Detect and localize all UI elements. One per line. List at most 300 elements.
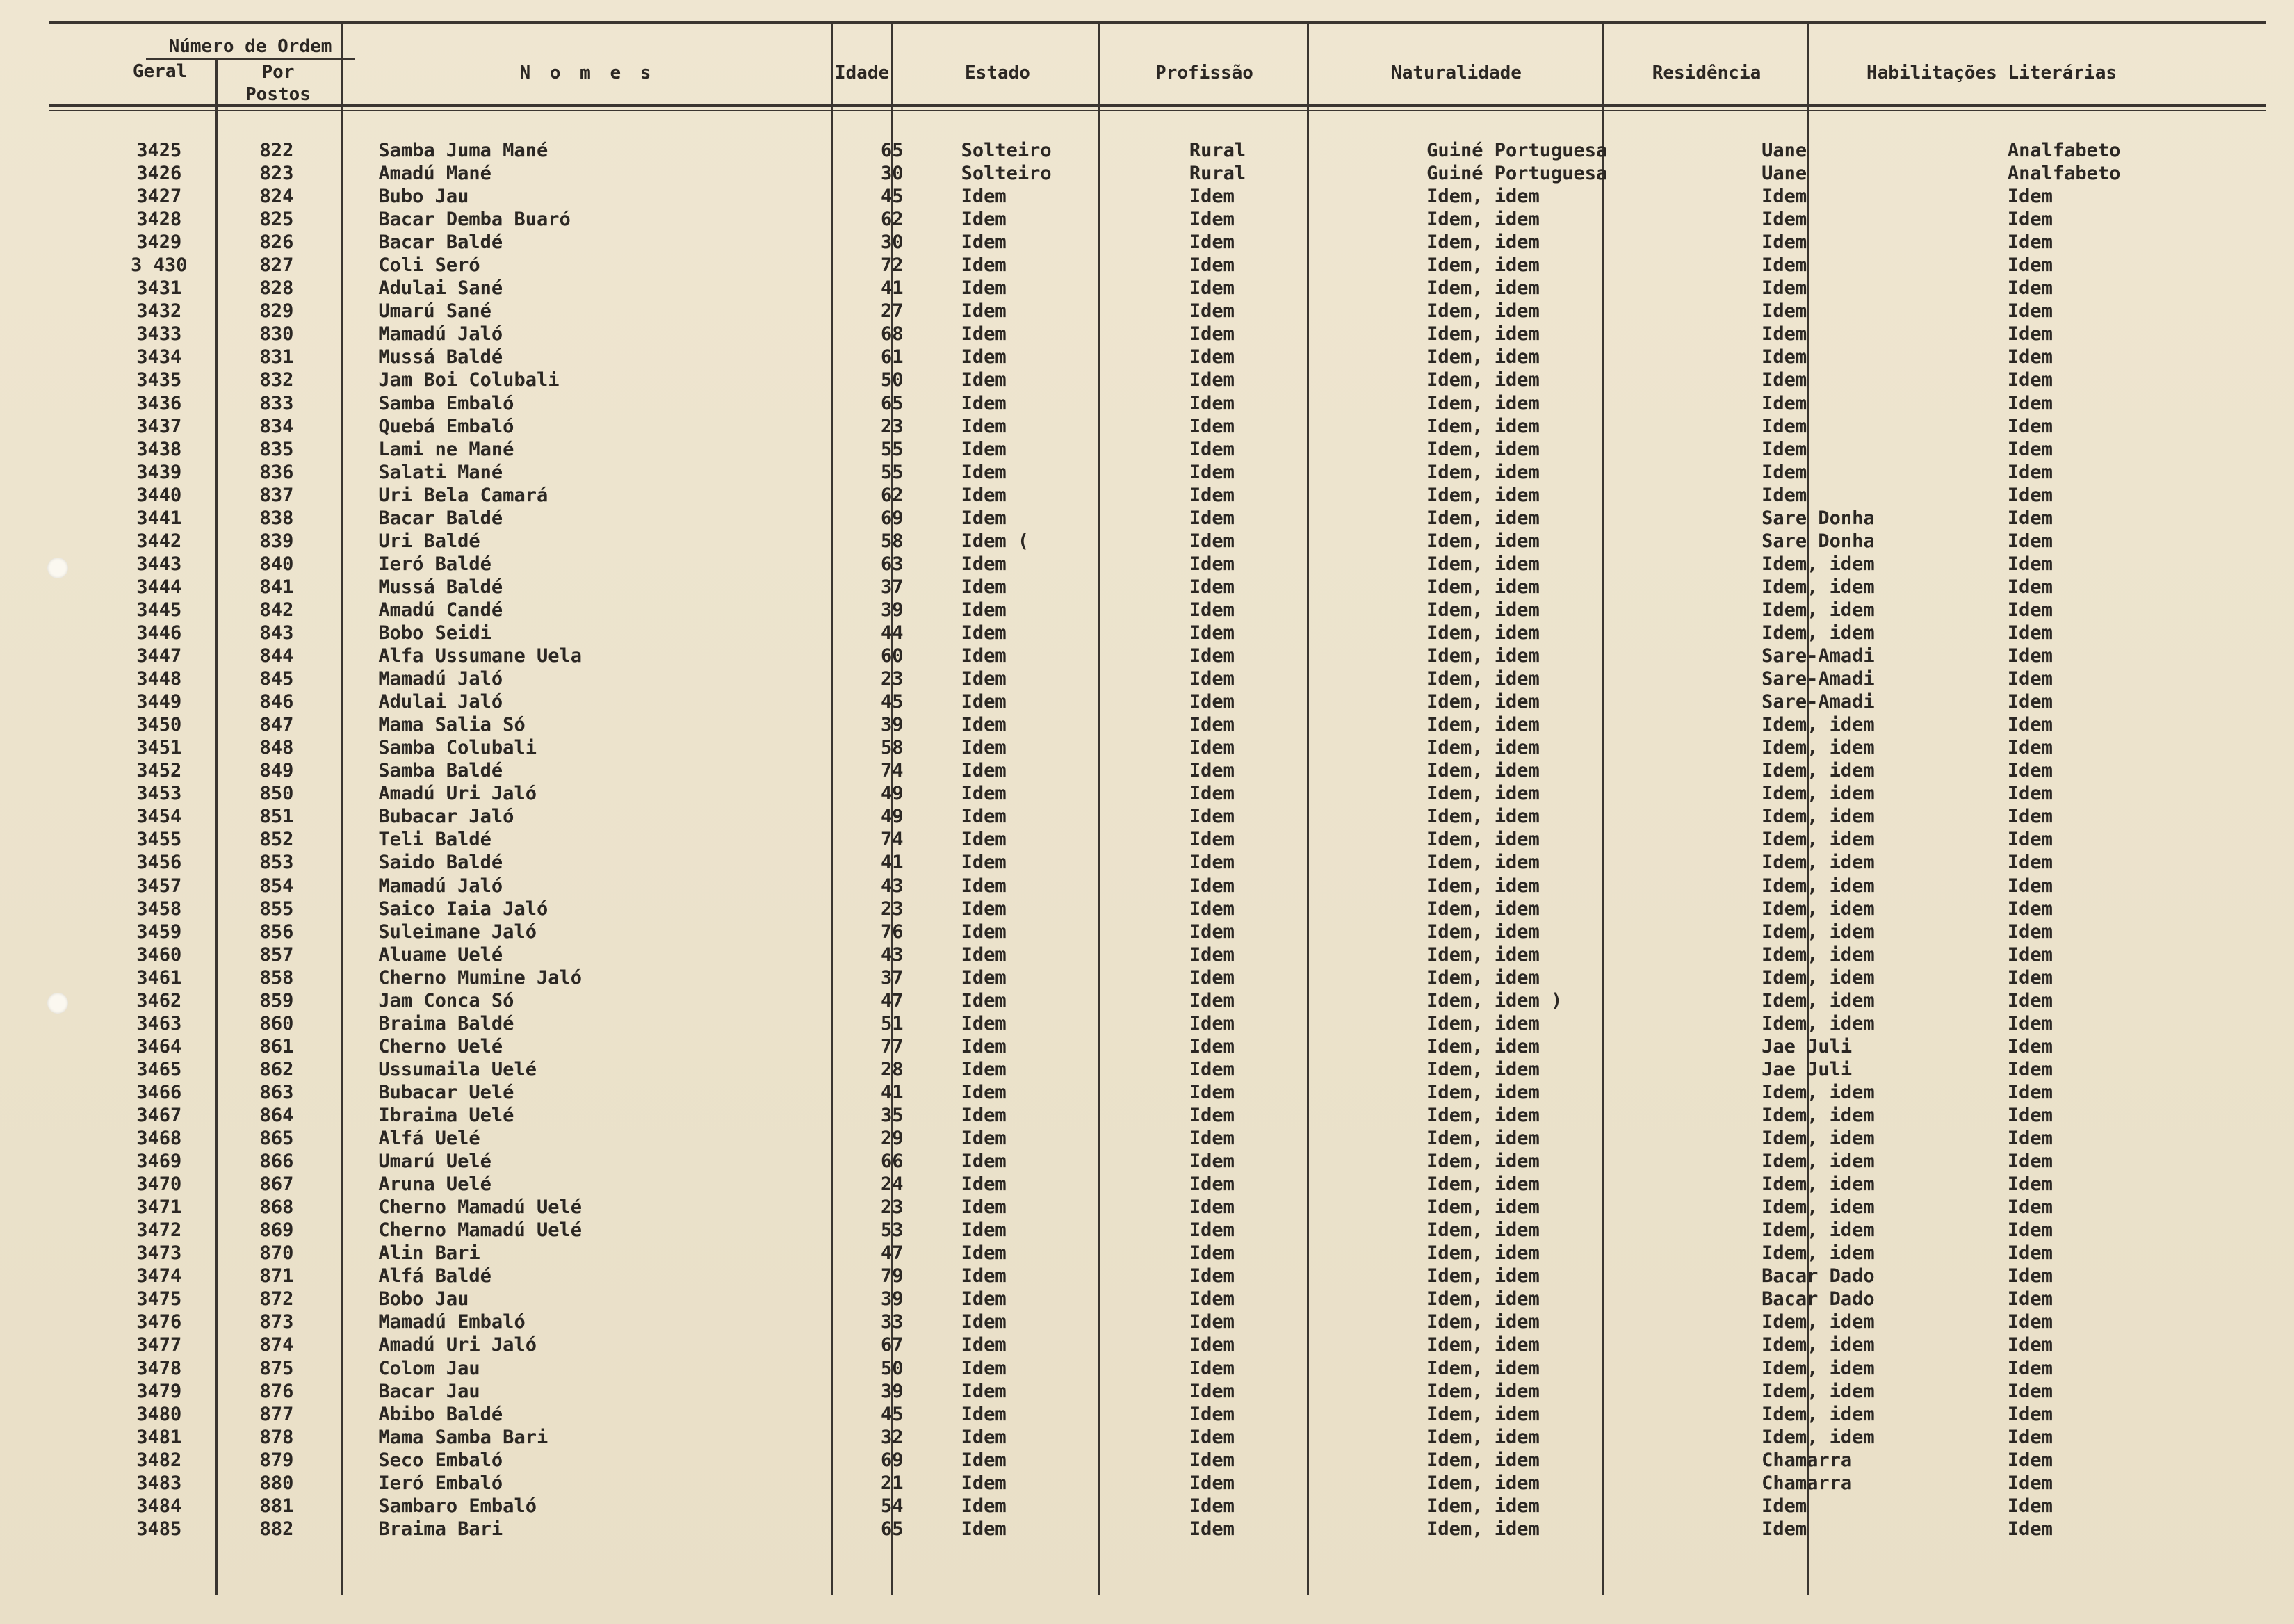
cell-profissao: Idem [1189, 507, 1235, 529]
cell-geral: 3439 [136, 461, 182, 483]
table-row [104, 254, 2294, 277]
cell-geral: 3427 [136, 186, 182, 208]
cell-profissao: Idem [1189, 1219, 1235, 1242]
cell-nome: Mussá Baldé [378, 346, 503, 368]
cell-por-postos: 835 [259, 438, 294, 460]
cell-habilitacoes: Idem [2007, 943, 2053, 966]
cell-por-postos: 827 [259, 254, 294, 277]
cell-naturalidade: Idem, idem [1426, 783, 1540, 805]
table-row [104, 898, 2294, 920]
cell-habilitacoes: Idem [2007, 1449, 2053, 1471]
cell-estado: Idem [961, 737, 1007, 759]
cell-idade: 61 [880, 346, 904, 368]
cell-estado: Idem [961, 300, 1007, 323]
cell-estado: Idem [961, 232, 1007, 254]
header-rule [49, 104, 2266, 107]
cell-residencia: Idem, idem [1762, 989, 1875, 1012]
table-row [104, 622, 2294, 644]
cell-geral: 3473 [136, 1242, 182, 1265]
cell-nome: Salati Mané [378, 461, 503, 483]
cell-residencia: Idem, idem [1762, 599, 1875, 621]
cell-residencia: Idem [1762, 186, 1807, 208]
cell-geral: 3463 [136, 1012, 182, 1034]
cell-residencia: Idem, idem [1762, 1104, 1875, 1126]
header-naturalidade: Naturalidade [1391, 63, 1522, 83]
cell-por-postos: 837 [259, 484, 294, 506]
cell-idade: 62 [880, 484, 904, 506]
header-residencia: Residência [1652, 63, 1762, 83]
table-row [104, 782, 2294, 805]
cell-profissao: Idem [1189, 1104, 1235, 1126]
cell-nome: Samba Juma Mané [378, 140, 548, 162]
table-row [104, 484, 2294, 507]
cell-estado: Idem [961, 1242, 1007, 1265]
cell-nome: Braima Bari [378, 1518, 503, 1540]
cell-geral: 3449 [136, 691, 182, 713]
cell-residencia: Idem, idem [1762, 576, 1875, 598]
cell-habilitacoes: Idem [2007, 989, 2053, 1012]
cell-idade: 35 [880, 1104, 904, 1126]
cell-idade: 23 [880, 668, 904, 690]
cell-por-postos: 822 [259, 140, 294, 162]
cell-profissao: Idem [1189, 1380, 1235, 1402]
cell-por-postos: 879 [259, 1449, 294, 1471]
cell-habilitacoes: Idem [2007, 369, 2053, 391]
cell-profissao: Idem [1189, 553, 1235, 575]
cell-naturalidade: Idem, idem [1426, 461, 1540, 483]
cell-idade: 45 [880, 1403, 904, 1425]
cell-por-postos: 868 [259, 1196, 294, 1219]
cell-naturalidade: Idem, idem [1426, 232, 1540, 254]
cell-profissao: Idem [1189, 1081, 1235, 1103]
cell-idade: 58 [880, 737, 904, 759]
cell-estado: Idem [961, 875, 1007, 897]
table-row [104, 1265, 2294, 1288]
cell-geral: 3436 [136, 392, 182, 414]
cell-naturalidade: Idem, idem [1426, 1151, 1540, 1173]
cell-geral: 3484 [136, 1495, 182, 1517]
cell-por-postos: 875 [259, 1357, 294, 1379]
cell-residencia: Idem [1762, 415, 1807, 437]
cell-por-postos: 831 [259, 346, 294, 368]
table-row [104, 1012, 2294, 1035]
header-profissao: Profissão [1155, 63, 1253, 83]
cell-geral: 3434 [136, 346, 182, 368]
cell-profissao: Idem [1189, 415, 1235, 437]
cell-estado: Idem [961, 553, 1007, 575]
cell-profissao: Idem [1189, 530, 1235, 552]
cell-nome: Adulai Sané [378, 277, 503, 300]
cell-idade: 62 [880, 209, 904, 231]
cell-naturalidade: Idem, idem [1426, 438, 1540, 460]
cell-profissao: Rural [1189, 163, 1246, 185]
cell-profissao: Idem [1189, 806, 1235, 828]
cell-habilitacoes: Idem [2007, 1081, 2053, 1103]
cell-nome: Bacar Demba Buaró [378, 209, 571, 231]
header-habilitacoes: Habilitações Literárias [1866, 63, 2117, 83]
table-row [104, 1058, 2294, 1081]
cell-por-postos: 845 [259, 668, 294, 690]
cell-profissao: Idem [1189, 1058, 1235, 1080]
cell-nome: Mamadú Embaló [378, 1311, 526, 1333]
cell-residencia: Idem, idem [1762, 943, 1875, 966]
cell-idade: 39 [880, 1380, 904, 1402]
cell-por-postos: 830 [259, 323, 294, 346]
cell-profissao: Idem [1189, 898, 1235, 920]
table-row [104, 438, 2294, 461]
cell-residencia: Idem, idem [1762, 1403, 1875, 1425]
table-row [104, 759, 2294, 782]
cell-geral: 3441 [136, 507, 182, 529]
cell-estado: Idem [961, 461, 1007, 483]
cell-profissao: Idem [1189, 300, 1235, 323]
header-rule-thin [49, 110, 2266, 111]
cell-geral: 3425 [136, 140, 182, 162]
cell-habilitacoes: Idem [2007, 1128, 2053, 1150]
cell-naturalidade: Guiné Portuguesa [1426, 163, 1608, 185]
cell-nome: Abibo Baldé [378, 1403, 503, 1425]
table-row [104, 851, 2294, 874]
cell-idade: 53 [880, 1219, 904, 1242]
cell-por-postos: 840 [259, 553, 294, 575]
table-row [104, 415, 2294, 438]
cell-geral: 3481 [136, 1426, 182, 1448]
cell-geral: 3437 [136, 415, 182, 437]
cell-habilitacoes: Idem [2007, 1380, 2053, 1402]
cell-profissao: Idem [1189, 1151, 1235, 1173]
cell-habilitacoes: Idem [2007, 783, 2053, 805]
cell-naturalidade: Idem, idem [1426, 1081, 1540, 1103]
cell-por-postos: 823 [259, 163, 294, 185]
table-row [104, 828, 2294, 851]
cell-idade: 77 [880, 1035, 904, 1057]
cell-idade: 37 [880, 966, 904, 989]
cell-estado: Idem [961, 599, 1007, 621]
cell-por-postos: 851 [259, 806, 294, 828]
cell-por-postos: 869 [259, 1219, 294, 1242]
cell-por-postos: 842 [259, 599, 294, 621]
cell-geral: 3476 [136, 1311, 182, 1333]
cell-profissao: Idem [1189, 1403, 1235, 1425]
cell-residencia: Idem, idem [1762, 783, 1875, 805]
cell-idade: 41 [880, 852, 904, 874]
cell-residencia: Idem, idem [1762, 806, 1875, 828]
cell-nome: Mussá Baldé [378, 576, 503, 598]
cell-geral: 3483 [136, 1472, 182, 1494]
cell-residencia: Jae Juli [1762, 1035, 1853, 1057]
cell-geral: 3464 [136, 1035, 182, 1057]
cell-habilitacoes: Idem [2007, 232, 2053, 254]
table-row [104, 690, 2294, 713]
cell-idade: 44 [880, 622, 904, 644]
cell-profissao: Idem [1189, 209, 1235, 231]
header-estado: Estado [965, 63, 1030, 83]
cell-nome: Braima Baldé [378, 1012, 514, 1034]
cell-habilitacoes: Idem [2007, 875, 2053, 897]
cell-idade: 65 [880, 1518, 904, 1540]
table-row [104, 1219, 2294, 1242]
cell-idade: 29 [880, 1128, 904, 1150]
cell-idade: 69 [880, 507, 904, 529]
cell-por-postos: 856 [259, 920, 294, 943]
table-row [104, 461, 2294, 484]
cell-idade: 39 [880, 714, 904, 736]
table-row [104, 966, 2294, 989]
cell-habilitacoes: Idem [2007, 461, 2053, 483]
cell-profissao: Idem [1189, 346, 1235, 368]
cell-naturalidade: Idem, idem [1426, 484, 1540, 506]
cell-idade: 27 [880, 300, 904, 323]
cell-habilitacoes: Idem [2007, 507, 2053, 529]
cell-estado: Idem [961, 186, 1007, 208]
cell-idade: 50 [880, 369, 904, 391]
cell-naturalidade: Idem, idem [1426, 829, 1540, 851]
cell-habilitacoes: Idem [2007, 1058, 2053, 1080]
cell-naturalidade: Idem, idem [1426, 323, 1540, 346]
header-por-postos: Por Postos [245, 62, 311, 105]
cell-por-postos: 852 [259, 829, 294, 851]
cell-geral: 3428 [136, 209, 182, 231]
cell-residencia: Idem, idem [1762, 1174, 1875, 1196]
cell-estado: Idem [961, 507, 1007, 529]
table-row [104, 1127, 2294, 1150]
cell-por-postos: 877 [259, 1403, 294, 1425]
table-row [104, 1449, 2294, 1472]
cell-geral: 3432 [136, 300, 182, 323]
cell-geral: 3465 [136, 1058, 182, 1080]
cell-estado: Idem [961, 1104, 1007, 1126]
cell-idade: 54 [880, 1495, 904, 1517]
cell-estado: Idem [961, 760, 1007, 782]
cell-habilitacoes: Idem [2007, 714, 2053, 736]
table-row [104, 920, 2294, 943]
cell-geral: 3475 [136, 1288, 182, 1310]
cell-naturalidade: Idem, idem [1426, 852, 1540, 874]
cell-por-postos: 865 [259, 1128, 294, 1150]
cell-por-postos: 874 [259, 1334, 294, 1356]
cell-profissao: Idem [1189, 1518, 1235, 1540]
cell-nome: Samba Embaló [378, 392, 514, 414]
table-row [104, 875, 2294, 898]
cell-por-postos: 881 [259, 1495, 294, 1517]
cell-idade: 23 [880, 898, 904, 920]
cell-nome: Sambaro Embaló [378, 1495, 537, 1517]
cell-residencia: Idem, idem [1762, 1380, 1875, 1402]
cell-residencia: Idem [1762, 1495, 1807, 1517]
header-geral: Geral [132, 61, 188, 82]
cell-nome: Alfá Baldé [378, 1265, 491, 1288]
cell-profissao: Idem [1189, 438, 1235, 460]
cell-estado: Idem ( [961, 530, 1030, 552]
cell-residencia: Sare-Amadi [1762, 691, 1875, 713]
cell-naturalidade: Idem, idem [1426, 898, 1540, 920]
cell-geral: 3440 [136, 484, 182, 506]
cell-habilitacoes: Idem [2007, 1012, 2053, 1034]
cell-habilitacoes: Idem [2007, 553, 2053, 575]
cell-naturalidade: Idem, idem [1426, 1403, 1540, 1425]
cell-geral: 3462 [136, 989, 182, 1012]
cell-residencia: Idem [1762, 254, 1807, 277]
cell-naturalidade: Idem, idem [1426, 668, 1540, 690]
table-row [104, 1472, 2294, 1495]
cell-por-postos: 843 [259, 622, 294, 644]
table-row [104, 392, 2294, 415]
cell-profissao: Idem [1189, 1174, 1235, 1196]
cell-habilitacoes: Idem [2007, 1174, 2053, 1196]
cell-por-postos: 829 [259, 300, 294, 323]
cell-por-postos: 850 [259, 783, 294, 805]
cell-idade: 50 [880, 1357, 904, 1379]
cell-residencia: Sare Donha [1762, 530, 1875, 552]
cell-naturalidade: Idem, idem [1426, 369, 1540, 391]
cell-naturalidade: Idem, idem [1426, 1058, 1540, 1080]
cell-nome: Amadú Uri Jaló [378, 1334, 537, 1356]
table-row [104, 1495, 2294, 1518]
cell-habilitacoes: Idem [2007, 1151, 2053, 1173]
cell-por-postos: 841 [259, 576, 294, 598]
cell-por-postos: 871 [259, 1265, 294, 1288]
cell-naturalidade: Idem, idem [1426, 1518, 1540, 1540]
cell-estado: Idem [961, 1518, 1007, 1540]
cell-nome: Bubo Jau [378, 186, 469, 208]
table-row [104, 736, 2294, 759]
cell-geral: 3478 [136, 1357, 182, 1379]
cell-habilitacoes: Idem [2007, 668, 2053, 690]
cell-estado: Solteiro [961, 163, 1052, 185]
cell-estado: Idem [961, 829, 1007, 851]
cell-por-postos: 836 [259, 461, 294, 483]
cell-naturalidade: Idem, idem [1426, 622, 1540, 644]
cell-estado: Idem [961, 1380, 1007, 1402]
cell-nome: Bobo Seidi [378, 622, 491, 644]
cell-nome: Teli Baldé [378, 829, 491, 851]
cell-geral: 3458 [136, 898, 182, 920]
table-row [104, 1196, 2294, 1219]
cell-nome: Adulai Jaló [378, 691, 503, 713]
cell-profissao: Idem [1189, 392, 1235, 414]
table-row [104, 1310, 2294, 1333]
cell-nome: Suleimane Jaló [378, 920, 537, 943]
cell-habilitacoes: Idem [2007, 1472, 2053, 1494]
cell-estado: Idem [961, 392, 1007, 414]
cell-habilitacoes: Idem [2007, 323, 2053, 346]
cell-nome: Mama Samba Bari [378, 1426, 548, 1448]
cell-habilitacoes: Idem [2007, 622, 2053, 644]
cell-nome: Lami ne Mané [378, 438, 514, 460]
cell-profissao: Idem [1189, 1334, 1235, 1356]
cell-residencia: Idem [1762, 346, 1807, 368]
cell-por-postos: 854 [259, 875, 294, 897]
cell-estado: Idem [961, 1426, 1007, 1448]
cell-profissao: Idem [1189, 576, 1235, 598]
cell-habilitacoes: Idem [2007, 254, 2053, 277]
cell-estado: Idem [961, 1265, 1007, 1288]
cell-estado: Idem [961, 438, 1007, 460]
cell-estado: Idem [961, 691, 1007, 713]
cell-por-postos: 847 [259, 714, 294, 736]
cell-naturalidade: Idem, idem [1426, 1196, 1540, 1219]
cell-residencia: Chamarra [1762, 1472, 1853, 1494]
cell-geral: 3459 [136, 920, 182, 943]
ledger-table [104, 139, 2294, 1541]
cell-residencia: Idem, idem [1762, 553, 1875, 575]
cell-naturalidade: Idem, idem [1426, 645, 1540, 667]
cell-idade: 76 [880, 920, 904, 943]
cell-naturalidade: Idem, idem [1426, 1035, 1540, 1057]
cell-idade: 30 [880, 232, 904, 254]
table-row [104, 1081, 2294, 1104]
table-row [104, 599, 2294, 622]
cell-por-postos: 839 [259, 530, 294, 552]
table-row [104, 139, 2294, 162]
table-row [104, 208, 2294, 231]
table-row [104, 162, 2294, 185]
cell-por-postos: 867 [259, 1174, 294, 1196]
cell-residencia: Idem [1762, 484, 1807, 506]
cell-habilitacoes: Idem [2007, 392, 2053, 414]
cell-geral: 3446 [136, 622, 182, 644]
cell-naturalidade: Idem, idem [1426, 920, 1540, 943]
cell-geral: 3468 [136, 1128, 182, 1150]
cell-profissao: Idem [1189, 1426, 1235, 1448]
cell-habilitacoes: Idem [2007, 438, 2053, 460]
cell-naturalidade: Idem, idem [1426, 1334, 1540, 1356]
cell-naturalidade: Idem, idem [1426, 1311, 1540, 1333]
cell-residencia: Uane [1762, 140, 1807, 162]
cell-residencia: Idem [1762, 277, 1807, 300]
cell-naturalidade: Idem, idem [1426, 209, 1540, 231]
cell-idade: 30 [880, 163, 904, 185]
cell-por-postos: 859 [259, 989, 294, 1012]
cell-geral: 3466 [136, 1081, 182, 1103]
cell-por-postos: 825 [259, 209, 294, 231]
cell-habilitacoes: Idem [2007, 346, 2053, 368]
cell-idade: 32 [880, 1426, 904, 1448]
cell-nome: Amadú Candé [378, 599, 503, 621]
cell-por-postos: 846 [259, 691, 294, 713]
cell-naturalidade: Idem, idem [1426, 1288, 1540, 1310]
cell-geral: 3477 [136, 1334, 182, 1356]
cell-residencia: Jae Juli [1762, 1058, 1853, 1080]
cell-por-postos: 870 [259, 1242, 294, 1265]
cell-residencia: Sare-Amadi [1762, 668, 1875, 690]
cell-profissao: Idem [1189, 232, 1235, 254]
cell-geral: 3451 [136, 737, 182, 759]
cell-por-postos: 849 [259, 760, 294, 782]
cell-habilitacoes: Idem [2007, 1357, 2053, 1379]
cell-idade: 58 [880, 530, 904, 552]
cell-profissao: Idem [1189, 760, 1235, 782]
table-row [104, 231, 2294, 254]
cell-por-postos: 853 [259, 852, 294, 874]
cell-estado: Idem [961, 1403, 1007, 1425]
table-row [104, 1150, 2294, 1173]
cell-naturalidade: Idem, idem [1426, 691, 1540, 713]
cell-estado: Idem [961, 622, 1007, 644]
cell-idade: 79 [880, 1265, 904, 1288]
cell-residencia: Idem [1762, 1518, 1807, 1540]
numero-ordem-underline [146, 58, 355, 60]
cell-nome: Mamadú Jaló [378, 323, 503, 346]
cell-habilitacoes: Idem [2007, 1426, 2053, 1448]
cell-profissao: Idem [1189, 1265, 1235, 1288]
cell-estado: Idem [961, 645, 1007, 667]
cell-nome: Bacar Baldé [378, 232, 503, 254]
cell-naturalidade: Idem, idem [1426, 254, 1540, 277]
cell-profissao: Idem [1189, 1196, 1235, 1219]
cell-geral: 3453 [136, 783, 182, 805]
cell-por-postos: 860 [259, 1012, 294, 1034]
